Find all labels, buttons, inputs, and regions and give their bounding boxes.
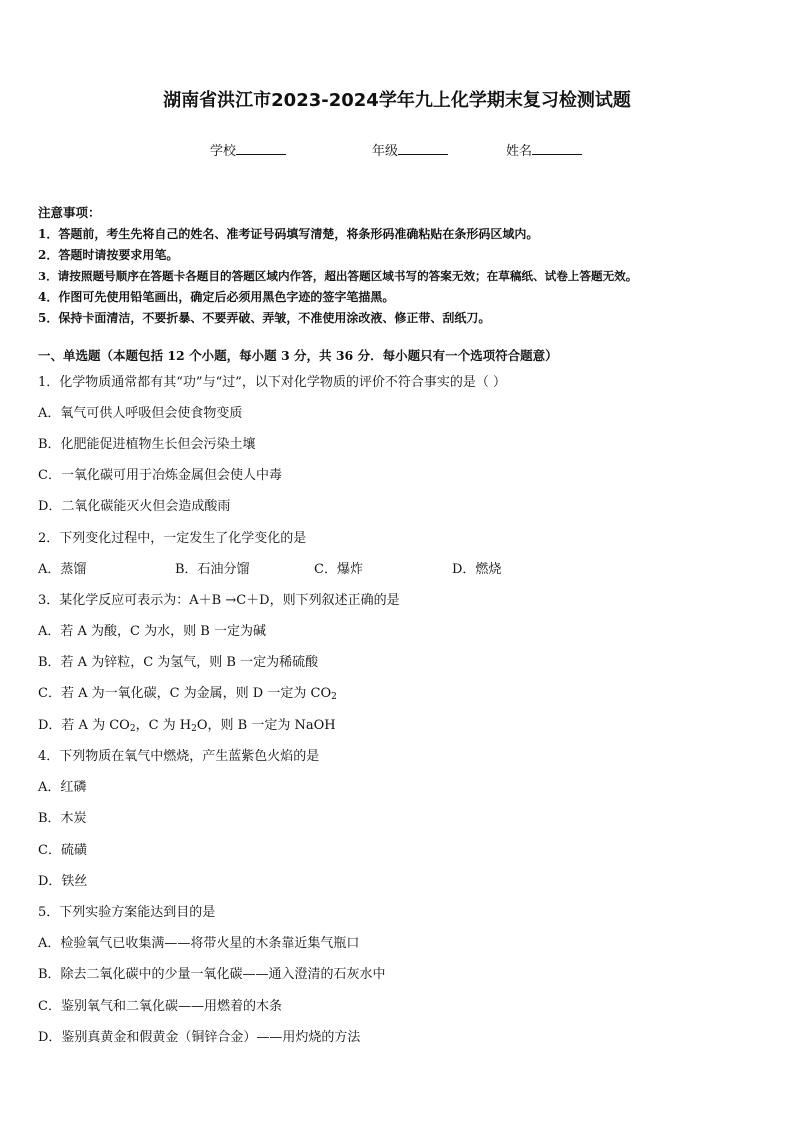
notice-item: 3．请按照题号顺序在答题卡各题目的答题区域内作答，超出答题区域书写的答案无效；在草稿纸、试卷上答题无效。 xyxy=(38,269,638,283)
section-heading: 一、单选题（本题包括 12 个小题，每小题 3 分，共 36 分．每小题只有一个选项符合题意） xyxy=(38,348,558,363)
question-4-stem: 4．下列物质在氧气中燃烧，产生蓝紫色火焰的是 xyxy=(38,749,320,764)
question-1-stem: 1．化学物质通常都有其“功”与“过”，以下对化学物质的评价不符合事实的是（ ） xyxy=(38,375,506,390)
school-label: 学校 xyxy=(210,144,237,159)
question-3-option-c xyxy=(38,684,337,704)
question-3-stem: 3．某化学反应可表示为：A＋B →C＋D，则下列叙述正确的是 xyxy=(38,593,400,608)
question-2-options xyxy=(38,560,758,580)
question-1-option-c: C．一氧化碳可用于冶炼金属但会使人中毒 xyxy=(38,468,282,483)
question-1-option-a: A．氧气可供人呼吸但会使食物变质 xyxy=(38,406,243,421)
question-3-option-c-text: C．若 A 为一氧化碳，C 为金属，则 D 一定为 CO xyxy=(38,686,332,701)
question-3-option-a: A．若 A 为酸，C 为水，则 B 一定为碱 xyxy=(38,624,266,639)
notice-item: 1．答题前，考生先将自己的姓名、准考证号码填写清楚，将条形码准确粘贴在条形码区域内。 xyxy=(38,227,539,241)
question-2-option-c: C．爆炸 xyxy=(314,562,363,577)
question-5-option-d: D．鉴别真黄金和假黄金（铜锌合金）——用灼烧的方法 xyxy=(38,1030,361,1045)
question-1-option-b: B．化肥能促进植物生长但会污染土壤 xyxy=(38,437,256,452)
grade-field xyxy=(372,140,448,159)
question-4-option-d: D．铁丝 xyxy=(38,874,88,889)
notice-item: 5．保持卡面清洁，不要折暴、不要弄破、弄皱，不准使用涂改液、修正带、刮纸刀。 xyxy=(38,311,491,325)
name-label: 姓名 xyxy=(506,144,533,159)
question-1-option-d: D．二氧化碳能灭火但会造成酸雨 xyxy=(38,499,231,514)
question-3-option-b: B．若 A 为锌粒，C 为氢气，则 B 一定为稀硫酸 xyxy=(38,655,319,670)
question-5-stem: 5．下列实验方案能达到目的是 xyxy=(38,905,216,920)
subscript: 2 xyxy=(191,724,197,734)
question-2-stem: 2．下列变化过程中，一定发生了化学变化的是 xyxy=(38,531,307,546)
name-blank xyxy=(532,142,582,155)
question-3-option-d-text: D．若 A 为 CO xyxy=(38,718,130,733)
question-4-option-a: A．红磷 xyxy=(38,780,87,795)
subscript: 2 xyxy=(129,724,136,734)
notice-item: 2．答题时请按要求用笔。 xyxy=(38,248,179,262)
grade-label: 年级 xyxy=(372,144,399,159)
question-4-option-b: B．木炭 xyxy=(38,811,87,826)
question-5-option-a: A．检验氧气已收集满——将带火星的木条靠近集气瓶口 xyxy=(38,936,360,951)
question-5-option-b: B．除去二氧化碳中的少量一氧化碳——通入澄清的石灰水中 xyxy=(38,967,386,982)
question-3-option-d xyxy=(38,716,336,736)
question-3-option-d-text: O，则 B 一定为 NaOH xyxy=(196,718,336,733)
notice-list xyxy=(38,224,768,329)
school-field xyxy=(210,140,286,159)
notice-title: 注意事项： xyxy=(38,205,101,220)
question-3-option-d-text: ，C 为 H xyxy=(135,718,192,733)
question-4-option-c: C．硫磺 xyxy=(38,843,87,858)
school-blank xyxy=(236,142,286,155)
student-info-row xyxy=(0,140,794,160)
question-5-option-c: C．鉴别氧气和二氧化碳——用燃着的木条 xyxy=(38,999,282,1014)
grade-blank xyxy=(398,142,448,155)
notice-item: 4．作图可先使用铅笔画出，确定后必须用黑色字迹的签字笔描黑。 xyxy=(38,290,395,304)
name-field xyxy=(506,140,582,159)
question-2-option-a: A．蒸馏 xyxy=(38,562,87,577)
question-2-option-b: B．石油分馏 xyxy=(175,562,250,577)
question-2-option-d: D．燃烧 xyxy=(452,562,502,577)
page-title: 湖南省洪江市2023-2024学年九上化学期末复习检测试题 xyxy=(163,90,631,111)
subscript: 2 xyxy=(331,692,337,702)
